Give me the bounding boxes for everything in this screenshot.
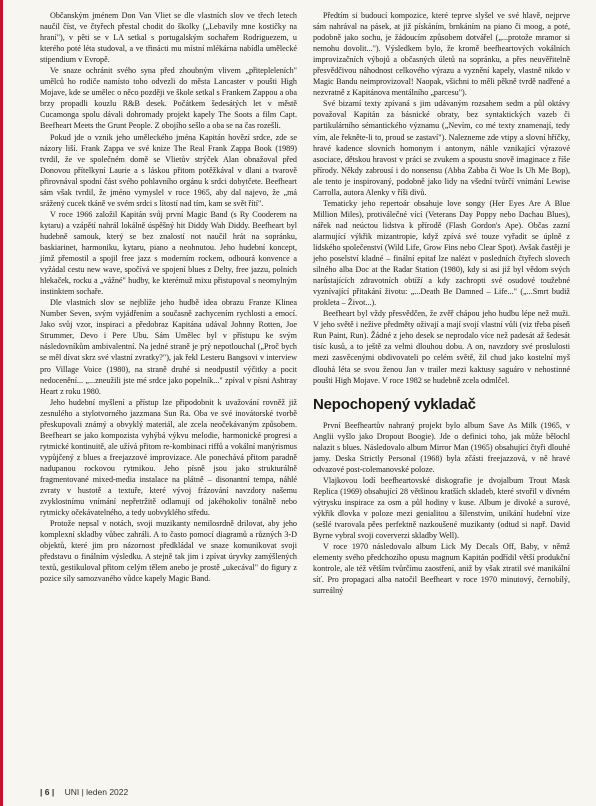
paragraph: Jeho hudební myšlení a přístup lze připodobnit k uvažování rovněž již zesnulého a stylotvorného jazzmana Sun Ra. Oba ve své inovátorské tvorbě přeskupovali známý a obvyklý materiál, ale zcela neočekávaným způsobem. Beefheart se jako kompozista vyhýbá výkvu melodie, harmonické progresi a rytmické kontinuitě, ale užívá přitom re-kombinaci riffů a vokální manýrismus vypůjčený z blues a freejazzové improvizace. Ale ponechává přitom paradně nadupanou rockovou rytmikou. Jeho písně jsou jako strukturálně fragmentované mixed-media instalace na plátně – disonantní tempa, náhlé zvraty v hustotě a textuře, které vývoj frázování navzdory našemu zvyklostnímu vnímání nepřetržitě odlamují od jakéhokoliv tonálně nebo rytmicky očekávatelného, a tedy uobvyklého středu. [40,397,297,518]
right-column [313,10,570,596]
page-number: | 6 | [40,787,55,797]
paragraph: Ve snaze ochránit svého syna před zhoubným vlivem „přitepleleních" umělců ho rodiče namísto toho odvezli do města Lancaster v poušti High Mojave, kde se umělec o něco později ve škole setkal s Frankem Zappou a oba brzy propadli kouzlu R&B desek. Počátkem šedesátých let v městě Cucamonga spolu dávali dohromady projekt kapely The Soots a film Capt. Beefheart Meets the Grunt People. Z obojího sešlo a oba se na čas rozešli. [40,66,297,131]
page-footer [40,787,128,797]
paragraph: Pokud jde o vznik jeho uměleckého jména Kapitán hovězí srdce, zde se názory liší. Frank Zappa ve své knize The Real Frank Zappa Book (1989) tvrdil, že ve společném domě se Vlietův strýček Alan obnažoval před Donovou přítelkyní Laurie a s láskou přitom potěžkával v dlani a tvarově přirovnával spodní část svého pohlavního orgánu k srdci dobytčete. Beefheart sám však tvrdil, že jméno vymyslel v roce 1965, aby dal najevo, že „má srážený cucek tkáně ve svém srdci s lítostí nad tím, kam se svět řítí". [40,132,297,208]
page-edge-rule [0,0,3,806]
paragraph: V roce 1970 následovalo album Lick My Decals Off, Baby, v němž elementy svého předchozího opusu magnum Kapitán podřídil větší produkční kontrole, ale též větším tvůrčímu zaostření, aniž by však ztratil své manikální síť. Pro propagaci alba natočil Beefheart v roce 1970 minutový, černobílý, surreálný [313,542,570,596]
paragraph: Tematicky jeho repertoár obsahuje love songy (Her Eyes Are A Blue Million Miles), protiválečné vící (Veterans Day Poppy nebo Dachau Blues), nářek nad neúctou lidstva k přírodě (Flash Gordon's Ape). Občas zazní alarmující výkřik mizantropie, když zpívá své touze vyřadit se úplně z lidského společenství (Wild Life, Grow Fins nebo Clear Spot). Avšak častěji je jeho poselství kladné – finální epitaf lze nalézt v posledních čtyřech slovech silného alba Doc at the Radar Station (1980), kdy si asi již byl vědom svých narůstajících zdravotních obtíží a kdy zachropti své osudové toužebné vyznívající přitakání životu: „...Death Be Damned – Life..." („...Smrt budiž prokleta – Život...). [313,198,570,308]
left-column [40,10,297,584]
paragraph: Předtím si budoucí kompozice, které teprve slyšel ve své hlavě, nejprve sám nahrával na pásek, at již pískáním, brnkáním na piano či moog, a poté, podobně jako sochu, je žádoucím způsobem dotvářel („...protože mramor si nemohu dovolit..."). Výsledkem bylo, že kromě beefheartových vokálních improvizačních výbojů a občasných úletů na sopránku, a přes neuvěřitelně přesvědčivou náhodnost celkového výrazu a vyznění kapely, vlastně nikdo v Magic Bandu neimprovizoval! Naopak, všichni to měli pěkně tvrdě nadřené a nezvratně z Kapitánova mentálního „parcesu"). [313,11,570,98]
issue-label: UNI | leden 2022 [64,787,129,797]
paragraph: Protože nepsal v notách, svoji muzikanty nemilosrdně drilovat, aby jeho komplexní skladby vůbec zahráli. A to často pomocí diagramů a různých 3-D objektů, které jim pro názornost předkládal ve snaze komunikovat svoji představu o finálním výsledku. A stejně tak jim i zpívat úryvky zamýšlených textů, gestikuloval přitom celým tělem anebo je prostě „ukecával" do figury z pozice síly samozvaného vůdce kapely Magic Band. [40,519,297,584]
section-heading: Nepochopený vykladač [313,395,476,413]
paragraph: Občanským jménem Don Van Vliet se dle vlastních slov ve třech letech naučil číst, ve čtyřech přestal chodit do školky („Lebavily mne kostičky na hraní"), v pěti se v LA setkal s portugalským sochařem Rodriguezem, u kterého poté léta studoval, a ve třinácti mu místní mlékárna nabídla umělecké stipendium v Evropě. [40,11,297,65]
paragraph: Dle vlastních slov se nejblíže jeho hudbě idea obrazu Franze Klinea Number Seven, svým vyjádřením a současně zachycením rychlosti a emocí. Jako svůj vzor, inspiraci a předobraz Kapitána udával Johnny Rotten, Joe Strummer, Devo i Pere Ubu. Sám Umělec byl v přístupu ke svým následovníkům ambivalentní. Na jedné straně je prý nepotlouchal („Proč bych se měl dívat skrz své vlastní zvratky?"), jak řekl Lesteru Bangsovi v interview pro Village Voice (1980), na straně druhé si neodpustil výčitky a pocit nedocenění... „...zneužili jste mé srdce jako popelník..." zpíval v písni Ashtray Heart z roku 1980. [40,298,297,396]
paragraph: První Beefheartův nahraný projekt bylo album Save As Milk (1965, v Anglii vyšlo jako Dropout Boogie). Jde o definici toho, jak může bělochl nalazit s blues. Následovalo album Mirror Man (1965) obsahující čtyři dlouhé jamy. Deska Strictly Personal (1968) byla zčásti freejazzová, v ně hravé odvazové post-colemanovské poloze. [313,420,570,474]
paragraph: Beefheart byl vždy přesvědčen, že zvěř chápou jeho hudbu lépe než muži. V jeho světě i nežive předměty oživají a mají svojí vlastní vůli (viz třeba píseň Run Paint, Run). Žádné z jeho desek se neprodalo více než padesát až šedesát tisíc kusů, a to ještě za velmi dlouhou dobu. A on, navzdory své proslulosti mezi zasvěcenými obdivovateli po celém světě, žil chud jako kostelní myš dlouhá léta se svou ženou Jan v trailer mezi kaktusy saguáro v nehostinné poušti High Mojave. V roce 1982 se hudebně zcela odmlčel. [313,309,570,385]
paragraph: Vlajkovou lodí beefheartovské diskografie je dvojalbum Trout Mask Replica (1969) obsahující 28 většinou kratších skladeb, které stvořil v dívném výtrysku inspirace za osm a půl hodiny v kuse. Album je divoké a surové, výkřik dlovka v poloze mezi genialitou a šílenstvím, unikání hudební vize (sešlé tvarovala pěes perfektně nazkoušené muzikanty (odtud si např. David Byrne vybral svoji coververzi skladby Well). [313,475,570,541]
paragraph: Své bizarní texty zpívaná s jim udávaným rozsahem sedm a půl oktávy považoval Kapitán za básnické obraty, bez syntaktických vazeb či partikulárního sémantického významu („Nevím, co mé texty znamenají, tedy vím, ale řekněte-li to, proud se zastaví"). Nalezneme zde vtipy a slovní hříčky, hravé kadence slovních homonym i antonym, náhle vznikající výrazové asociace, dětskou hravost v práci se zvukem a spoustu snově imaginace z říše přírody. Někdy zabrousí i do nonsensu (Abba Zabba či Woe Is Uh Me Bop), ale tento je inspirovaný, podobně jako lidy na všední tvůrčí vnímání Lewise Carrolla, autora Alenky v říši divů. [313,99,570,197]
paragraph: V roce 1966 založil Kapitán svůj první Magic Band (s Ry Cooderem na kytaru) a vzápětí nahrál lokálně úspěšný hit Diddy Wah Diddy. Beefheart byl hudebně samouk, který se bez znalostí not naučil hrát na sopránku, baskiarinet, harmoniku, kytaru, piano a neohnutou. Jeho hudební koncept, jímž přemostil a spojil free jazz s moderním rockem, odbourá konvence a vyžádal cestu new wave, spočívá ve spojení blues z Delty, free jazzu, polních hlekaček, rocku a „vážné" hudby, ke kterémuž mixu přistupoval s neomylným instinktem sochaře. [40,209,297,297]
